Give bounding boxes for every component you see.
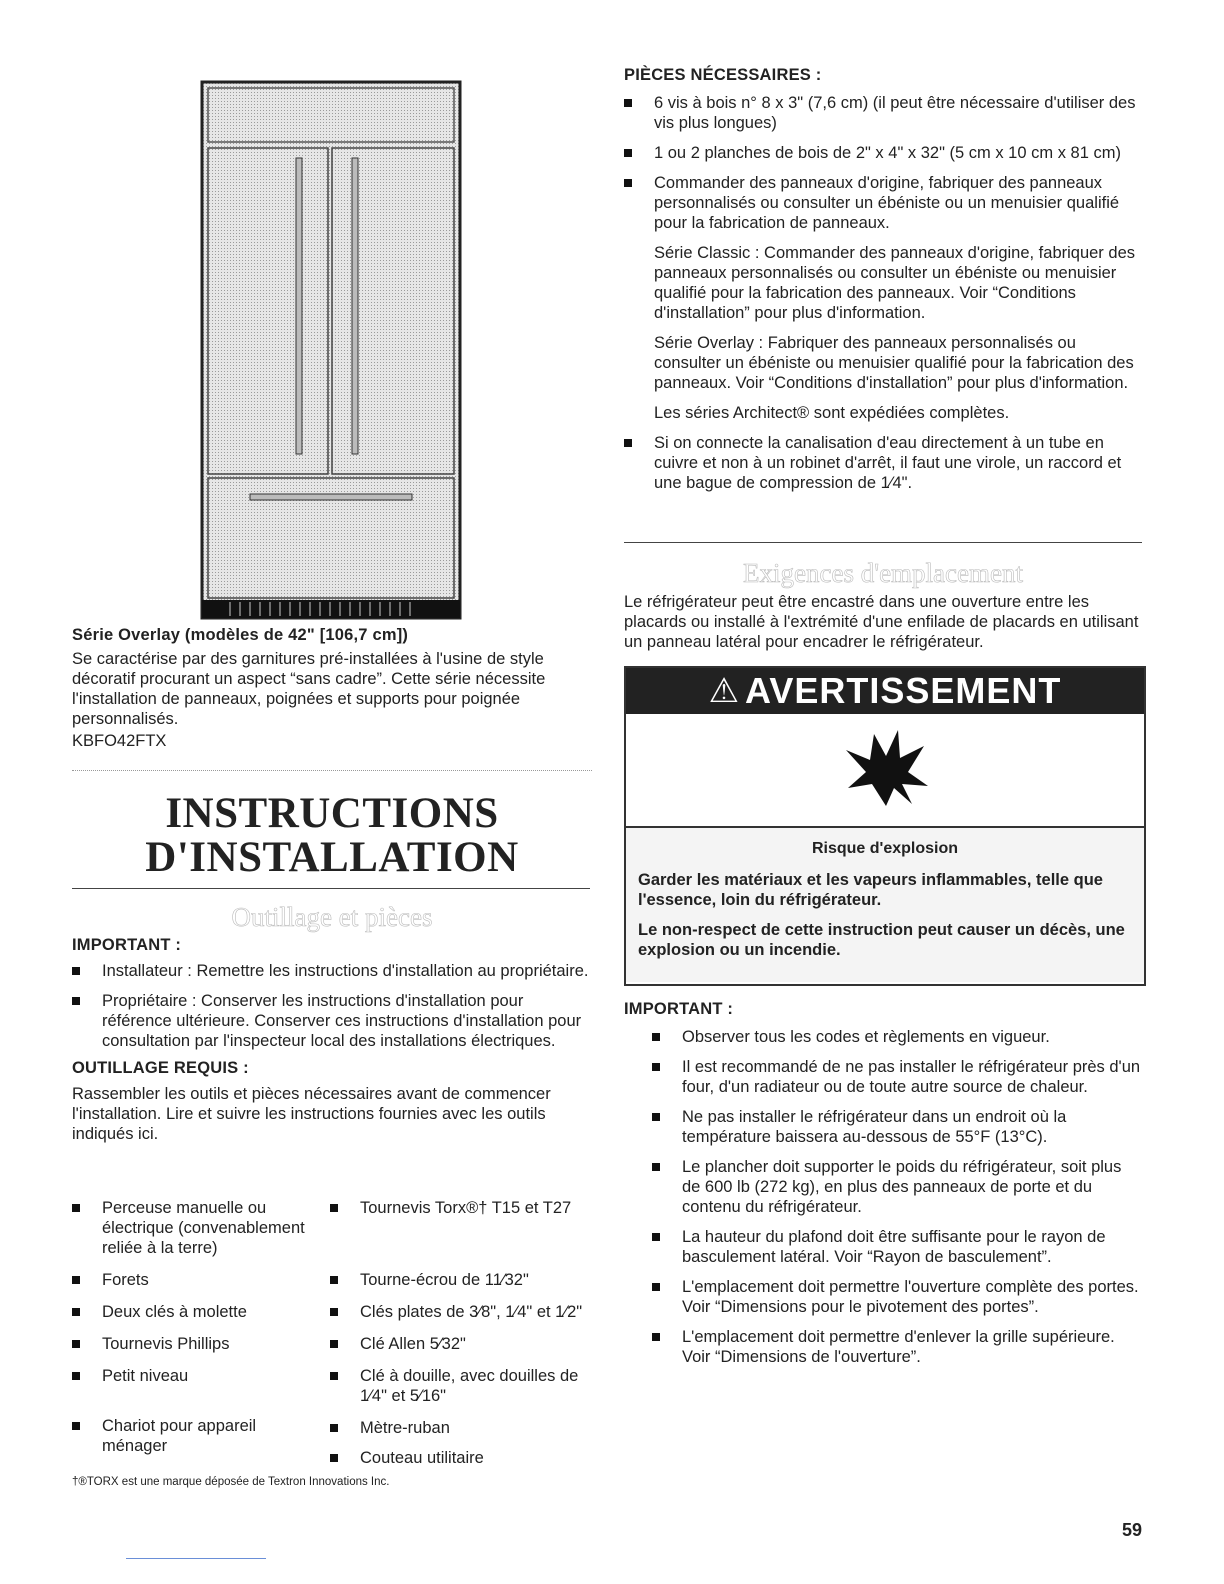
warning-box xyxy=(624,666,1146,986)
fridge-top-grille xyxy=(208,88,454,142)
list-item: Propriétaire : Conserver les instructions d'installation pour référence ultérieure. Conserver ces instructions d'installation pour consultation par l'inspecteur local des installations électriques. xyxy=(72,991,592,1051)
parts-sub-classic: Série Classic : Commander des panneaux d'origine, fabriquer des panneaux personnalisés ou consulter un ébéniste ou menuisier qualifié pour la fabrication des panneaux. Voir “Conditions d'installation” pour plus d'information. xyxy=(654,244,1135,322)
title-line-2: D'INSTALLATION xyxy=(145,834,519,881)
footnote: †®TORX est une marque déposée de Textron Innovations Inc. xyxy=(72,1476,390,1488)
list-item: Installateur : Remettre les instructions d'installation au propriétaire. xyxy=(72,961,592,981)
page-number: 59 xyxy=(1121,1520,1142,1540)
warning-line-1: Garder les matériaux et les vapeurs inflammables, telle que l'essence, loin du réfrigérateur. xyxy=(638,871,1103,909)
title-rule xyxy=(72,888,590,889)
list-item: Observer tous les codes et règlements en vigueur. xyxy=(652,1027,1142,1047)
list-item: Clé à douille, avec douilles de 1⁄4" et 5⁄16" xyxy=(330,1366,592,1406)
figure-caption-text: Se caractérise par des garnitures pré-installées à l'usine de style décoratif procurant un aspect “sans cadre”. Cette série nécessite l'installation de panneaux, poignées et supports pour poignée personnalisés. xyxy=(72,650,546,728)
list-item: Perceuse manuelle ou électrique (convenablement reliée à la terre) xyxy=(72,1198,322,1258)
important-label: IMPORTANT : xyxy=(72,936,182,954)
list-item: Forets xyxy=(72,1270,322,1290)
refrigerator-illustration xyxy=(200,80,464,620)
list-item: Petit niveau xyxy=(72,1366,322,1386)
important2-label: IMPORTANT : xyxy=(624,1000,734,1018)
parts-sub-overlay: Série Overlay : Fabriquer des panneaux personnalisés ou consulter un ébéniste ou menuisier qualifié pour la fabrication des panneaux. Voir “Conditions d'installation” pour plus d'information. xyxy=(654,334,1134,392)
warning-triangle-icon: ⚠ xyxy=(708,672,740,710)
tools-label: OUTILLAGE REQUIS : xyxy=(72,1059,249,1077)
left-door-handle xyxy=(296,158,302,454)
list-item: Chariot pour appareil ménager xyxy=(72,1416,322,1456)
list-item: 1 ou 2 planches de bois de 2" x 4" x 32" (5 cm x 10 cm x 81 cm) xyxy=(624,143,1142,163)
warning-header xyxy=(626,668,1144,714)
right-door-handle xyxy=(352,158,358,454)
parts-list-2 xyxy=(624,433,1142,493)
list-item: Il est recommandé de ne pas installer le réfrigérateur près d'un four, d'un radiateur ou de toute autre source de chaleur. xyxy=(652,1057,1142,1097)
list-item: 6 vis à bois n° 8 x 3" (7,6 cm) (il peut être nécessaire d'utiliser des vis plus longues) xyxy=(624,93,1142,133)
list-item: Commander des panneaux d'origine, fabriquer des panneaux personnalisés ou consulter un ébéniste ou un menuisier qualifié pour la fabrication de panneaux. xyxy=(624,173,1142,233)
footer-link-rule xyxy=(126,1558,266,1559)
list-item: Tournevis Phillips xyxy=(72,1334,322,1354)
important2-list xyxy=(652,1027,1142,1367)
list-item: Clés plates de 3⁄8", 1⁄4" et 1⁄2" xyxy=(330,1302,592,1322)
list-item: Ne pas installer le réfrigérateur dans un endroit où la température baissera au-dessous de 55°F (13°C). xyxy=(652,1107,1142,1147)
list-item: La hauteur du plafond doit être suffisante pour le rayon de basculement latéral. Voir “Rayon de basculement”. xyxy=(652,1227,1142,1267)
warning-title: AVERTISSEMENT xyxy=(745,670,1062,711)
list-item: Couteau utilitaire xyxy=(330,1448,592,1468)
explosion-icon xyxy=(842,728,930,808)
warning-text-area xyxy=(626,828,1144,982)
list-item: Deux clés à molette xyxy=(72,1302,322,1322)
dotted-divider xyxy=(72,770,592,771)
parts-rule xyxy=(624,542,1142,543)
list-item: L'emplacement doit permettre l'ouverture complète des portes. Voir “Dimensions pour le pivotement des portes”. xyxy=(652,1277,1142,1317)
fridge-toe-grille xyxy=(202,600,460,618)
list-item: L'emplacement doit permettre d'enlever la grille supérieure. Voir “Dimensions de l'ouverture”. xyxy=(652,1327,1142,1367)
warning-symbol-area xyxy=(626,714,1144,828)
list-item: Tourne-écrou de 11⁄32" xyxy=(330,1270,592,1290)
model-number: KBFO42FTX xyxy=(72,732,167,750)
warning-line-2: Le non-respect de cette instruction peut causer un décès, une explosion ou un incendie. xyxy=(638,921,1125,959)
tools-section-heading: Outillage et pièces xyxy=(231,902,433,932)
parts-list xyxy=(624,93,1142,233)
tools-intro: Rassembler les outils et pièces nécessaires avant de commencer l'installation. Lire et suivre les instructions fournies avec les outils indiqués ici. xyxy=(72,1085,551,1143)
important-list xyxy=(72,961,592,1051)
fridge-right-door xyxy=(332,148,454,474)
parts-sub-architect: Les séries Architect® sont expédiées complètes. xyxy=(654,404,1010,422)
fridge-left-door xyxy=(208,148,328,474)
tools-left-list xyxy=(72,1198,322,1456)
figure-caption-title: Série Overlay (modèles de 42" [106,7 cm]) xyxy=(72,626,409,644)
list-item: Tournevis Torx®† T15 et T27 xyxy=(330,1198,592,1218)
warning-risk: Risque d'explosion xyxy=(811,840,959,857)
list-item: Clé Allen 5⁄32" xyxy=(330,1334,592,1354)
drawer-handle xyxy=(250,494,412,500)
tools-right-list xyxy=(330,1198,592,1468)
title-line-1: INSTRUCTIONS xyxy=(165,790,499,837)
location-intro: Le réfrigérateur peut être encastré dans une ouverture entre les placards ou installé à l'extrémité d'une enfilade de placards en utilisant un panneau latéral pour encadrer le réfrigérateur. xyxy=(624,593,1139,651)
list-item: Mètre-ruban xyxy=(330,1418,592,1438)
parts-heading: PIÈCES NÉCESSAIRES : xyxy=(624,66,822,84)
location-section-heading: Exigences d'emplacement xyxy=(743,558,1023,588)
list-item: Le plancher doit supporter le poids du réfrigérateur, soit plus de 600 lb (272 kg), en plus des panneaux de porte et du contenu du réfrigérateur. xyxy=(652,1157,1142,1217)
list-item: Si on connecte la canalisation d'eau directement à un tube en cuivre et non à un robinet d'arrêt, il faut une virole, un raccord et une bague de compression de 1⁄4". xyxy=(624,433,1142,493)
